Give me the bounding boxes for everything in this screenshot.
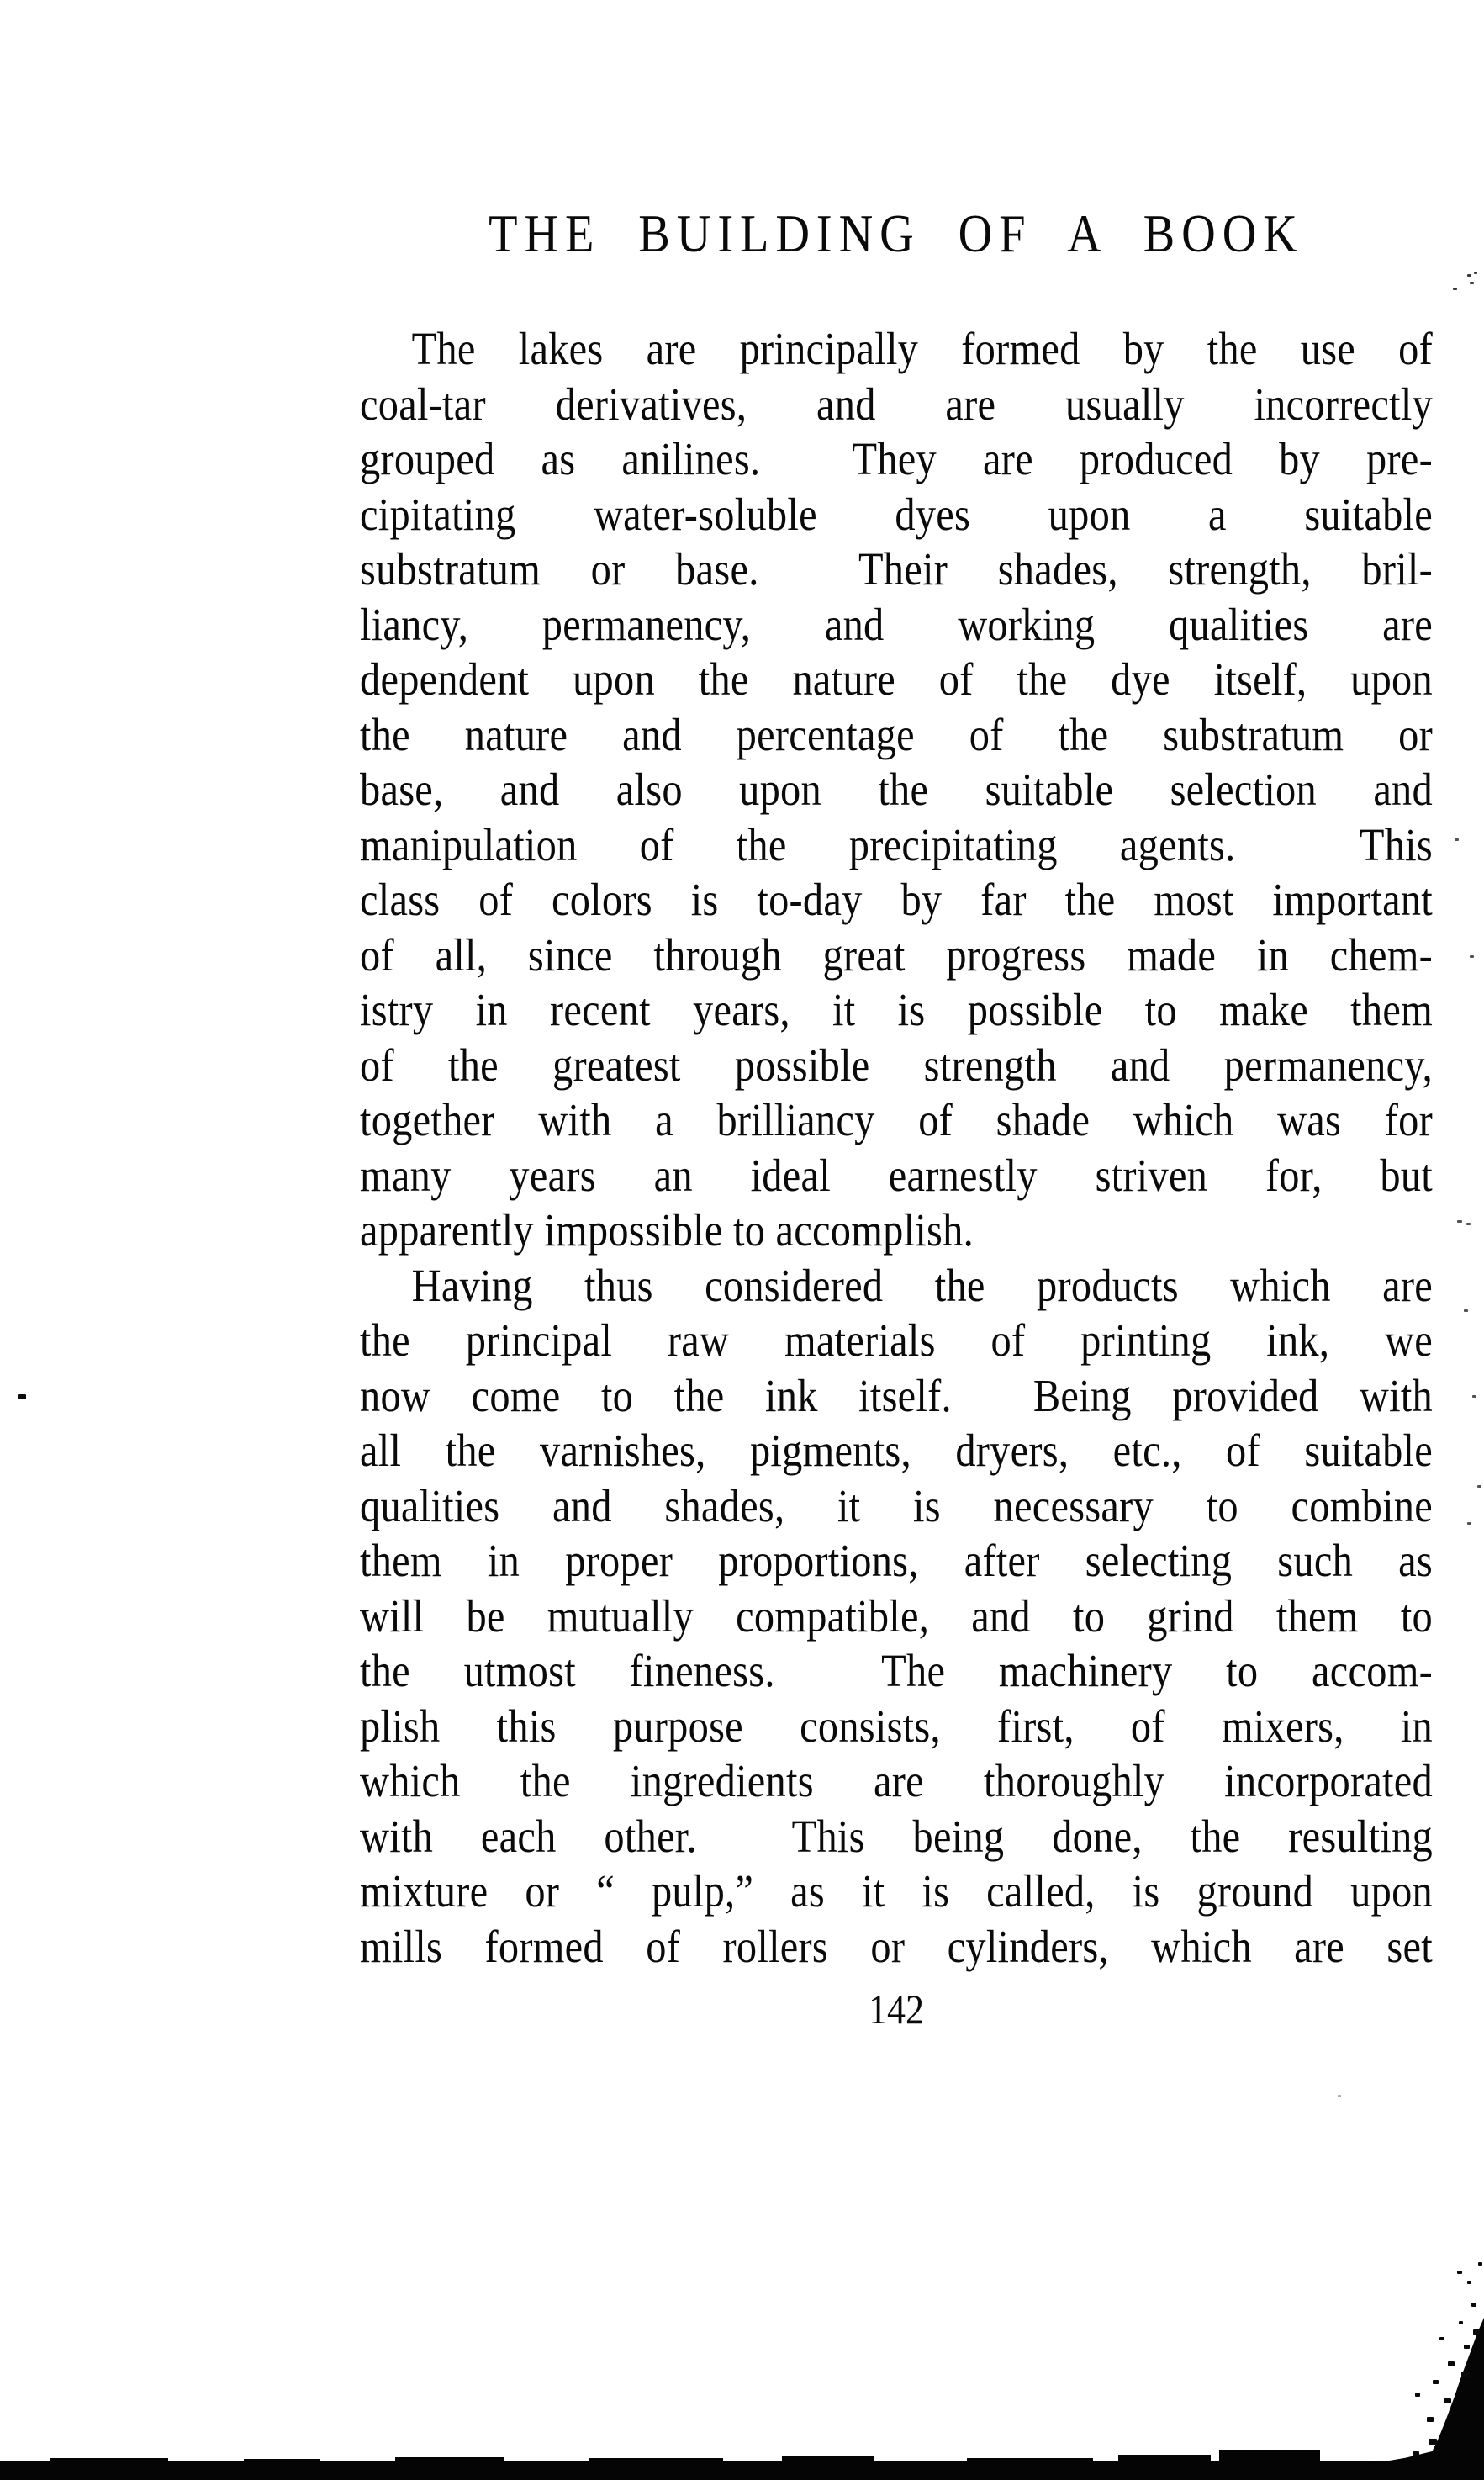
text-line: with each other. This being done, the resulting [360, 1810, 1433, 1862]
ink-speck [1415, 2393, 1420, 2397]
text-line: the nature and percentage of the substratum or [360, 708, 1433, 760]
text-line: of the greatest possible strength and permanency, [360, 1039, 1433, 1091]
text-line: qualities and shades, it is necessary to combine [360, 1479, 1433, 1531]
scan-artifact-bump [244, 2459, 320, 2463]
text-line: mixture or “ pulp,” as it is called, is ground upon [360, 1865, 1433, 1917]
ink-speck [1470, 282, 1474, 284]
scan-artifact-bump [967, 2458, 1093, 2463]
text-line: grouped as anilines. They are produced by pre- [360, 433, 1433, 484]
ink-speck [1429, 2439, 1437, 2445]
paragraph [360, 1258, 1433, 1975]
text-line: class of colors is to-day by far the most important [360, 874, 1433, 925]
scan-artifact-bump [395, 2457, 504, 2463]
ink-speck [18, 1394, 26, 1399]
scan-artifact-bump [782, 2456, 874, 2463]
ink-speck [1464, 2345, 1470, 2349]
ink-speck [1478, 2262, 1482, 2266]
text-line: the utmost fineness. The machinery to accom- [360, 1645, 1433, 1696]
text-line: all the varnishes, pigments, dryers, etc., of suitable [360, 1425, 1433, 1476]
ink-speck [1472, 1395, 1476, 1398]
text-line: will be mutually compatible, and to grind them to [360, 1589, 1433, 1642]
ink-speck [1448, 2361, 1455, 2366]
text-line: the principal raw materials of printing ink, we [360, 1314, 1433, 1366]
ink-speck [1461, 2372, 1470, 2377]
text-line: coal-tar derivatives, and are usually incorrectly [360, 378, 1433, 430]
ink-speck [1467, 1522, 1471, 1525]
ink-speck [1467, 2281, 1471, 2284]
text-line: apparently impossible to accomplish. [360, 1204, 974, 1256]
ink-speck [1464, 1309, 1468, 1312]
text-line: mills formed of rollers or cylinders, which are set [360, 1920, 1433, 1972]
text-line: now come to the ink itself. Being provided with [360, 1369, 1433, 1421]
scan-artifact-bump [50, 2458, 168, 2463]
ink-speck [1457, 2271, 1462, 2274]
ink-speck [1471, 2303, 1476, 2307]
text-line: istry in recent years, it is possible to make them [360, 984, 1433, 1035]
running-head: THE BUILDING OF A BOOK [489, 204, 1304, 263]
ink-speck [1470, 955, 1474, 958]
ink-speck [1444, 2398, 1451, 2403]
text-line: base, and also upon the suitable selection and [360, 764, 1433, 815]
body-text [360, 321, 1433, 1974]
ink-speck [1459, 2321, 1463, 2324]
scan-artifact-bump [1219, 2450, 1320, 2463]
text-line: manipulation of the precipitating agents. This [360, 818, 1433, 870]
text-line: dependent upon the nature of the dye itself, upon [360, 653, 1433, 705]
text-line: them in proper proportions, after selecting such as [360, 1535, 1433, 1586]
ink-speck [1474, 272, 1477, 274]
scan-artifact-bottom-bar [0, 2461, 1484, 2480]
text-line: cipitating water-soluble dyes upon a suitable [360, 488, 1433, 540]
text-line: together with a brilliancy of shade which was for [360, 1094, 1433, 1145]
paragraph [360, 321, 1433, 1258]
ink-speck [1457, 1220, 1462, 1223]
ink-speck [1477, 1485, 1481, 1488]
ink-speck [1466, 1223, 1471, 1225]
ink-speck [1427, 2417, 1434, 2422]
text-line: of all, since through great progress made in chem- [360, 928, 1433, 981]
page-number: 142 [869, 1986, 924, 2033]
scan-artifact-bump [589, 2458, 723, 2463]
ink-speck [1439, 2337, 1444, 2340]
ink-speck [1433, 2380, 1439, 2384]
scan-artifact-bump [1118, 2455, 1211, 2463]
ink-speck [1455, 838, 1459, 841]
text-line: plish this purpose consists, first, of mixers, in [360, 1700, 1433, 1752]
text-line: many years an ideal earnestly striven for, but [360, 1149, 1433, 1201]
ink-speck [1338, 2095, 1341, 2097]
ink-speck [1413, 2451, 1419, 2456]
text-line: liancy, permanency, and working qualities are [360, 598, 1433, 650]
text-line: The lakes are principally formed by the use of [411, 323, 1434, 374]
ink-speck [1473, 2329, 1480, 2335]
text-line: substratum or base. Their shades, strength, bril- [360, 543, 1433, 595]
text-line: Having thus considered the products which are [411, 1259, 1434, 1311]
ink-speck [1467, 274, 1471, 277]
ink-speck [1453, 288, 1457, 290]
text-line: which the ingredients are thoroughly incorporated [360, 1755, 1433, 1806]
